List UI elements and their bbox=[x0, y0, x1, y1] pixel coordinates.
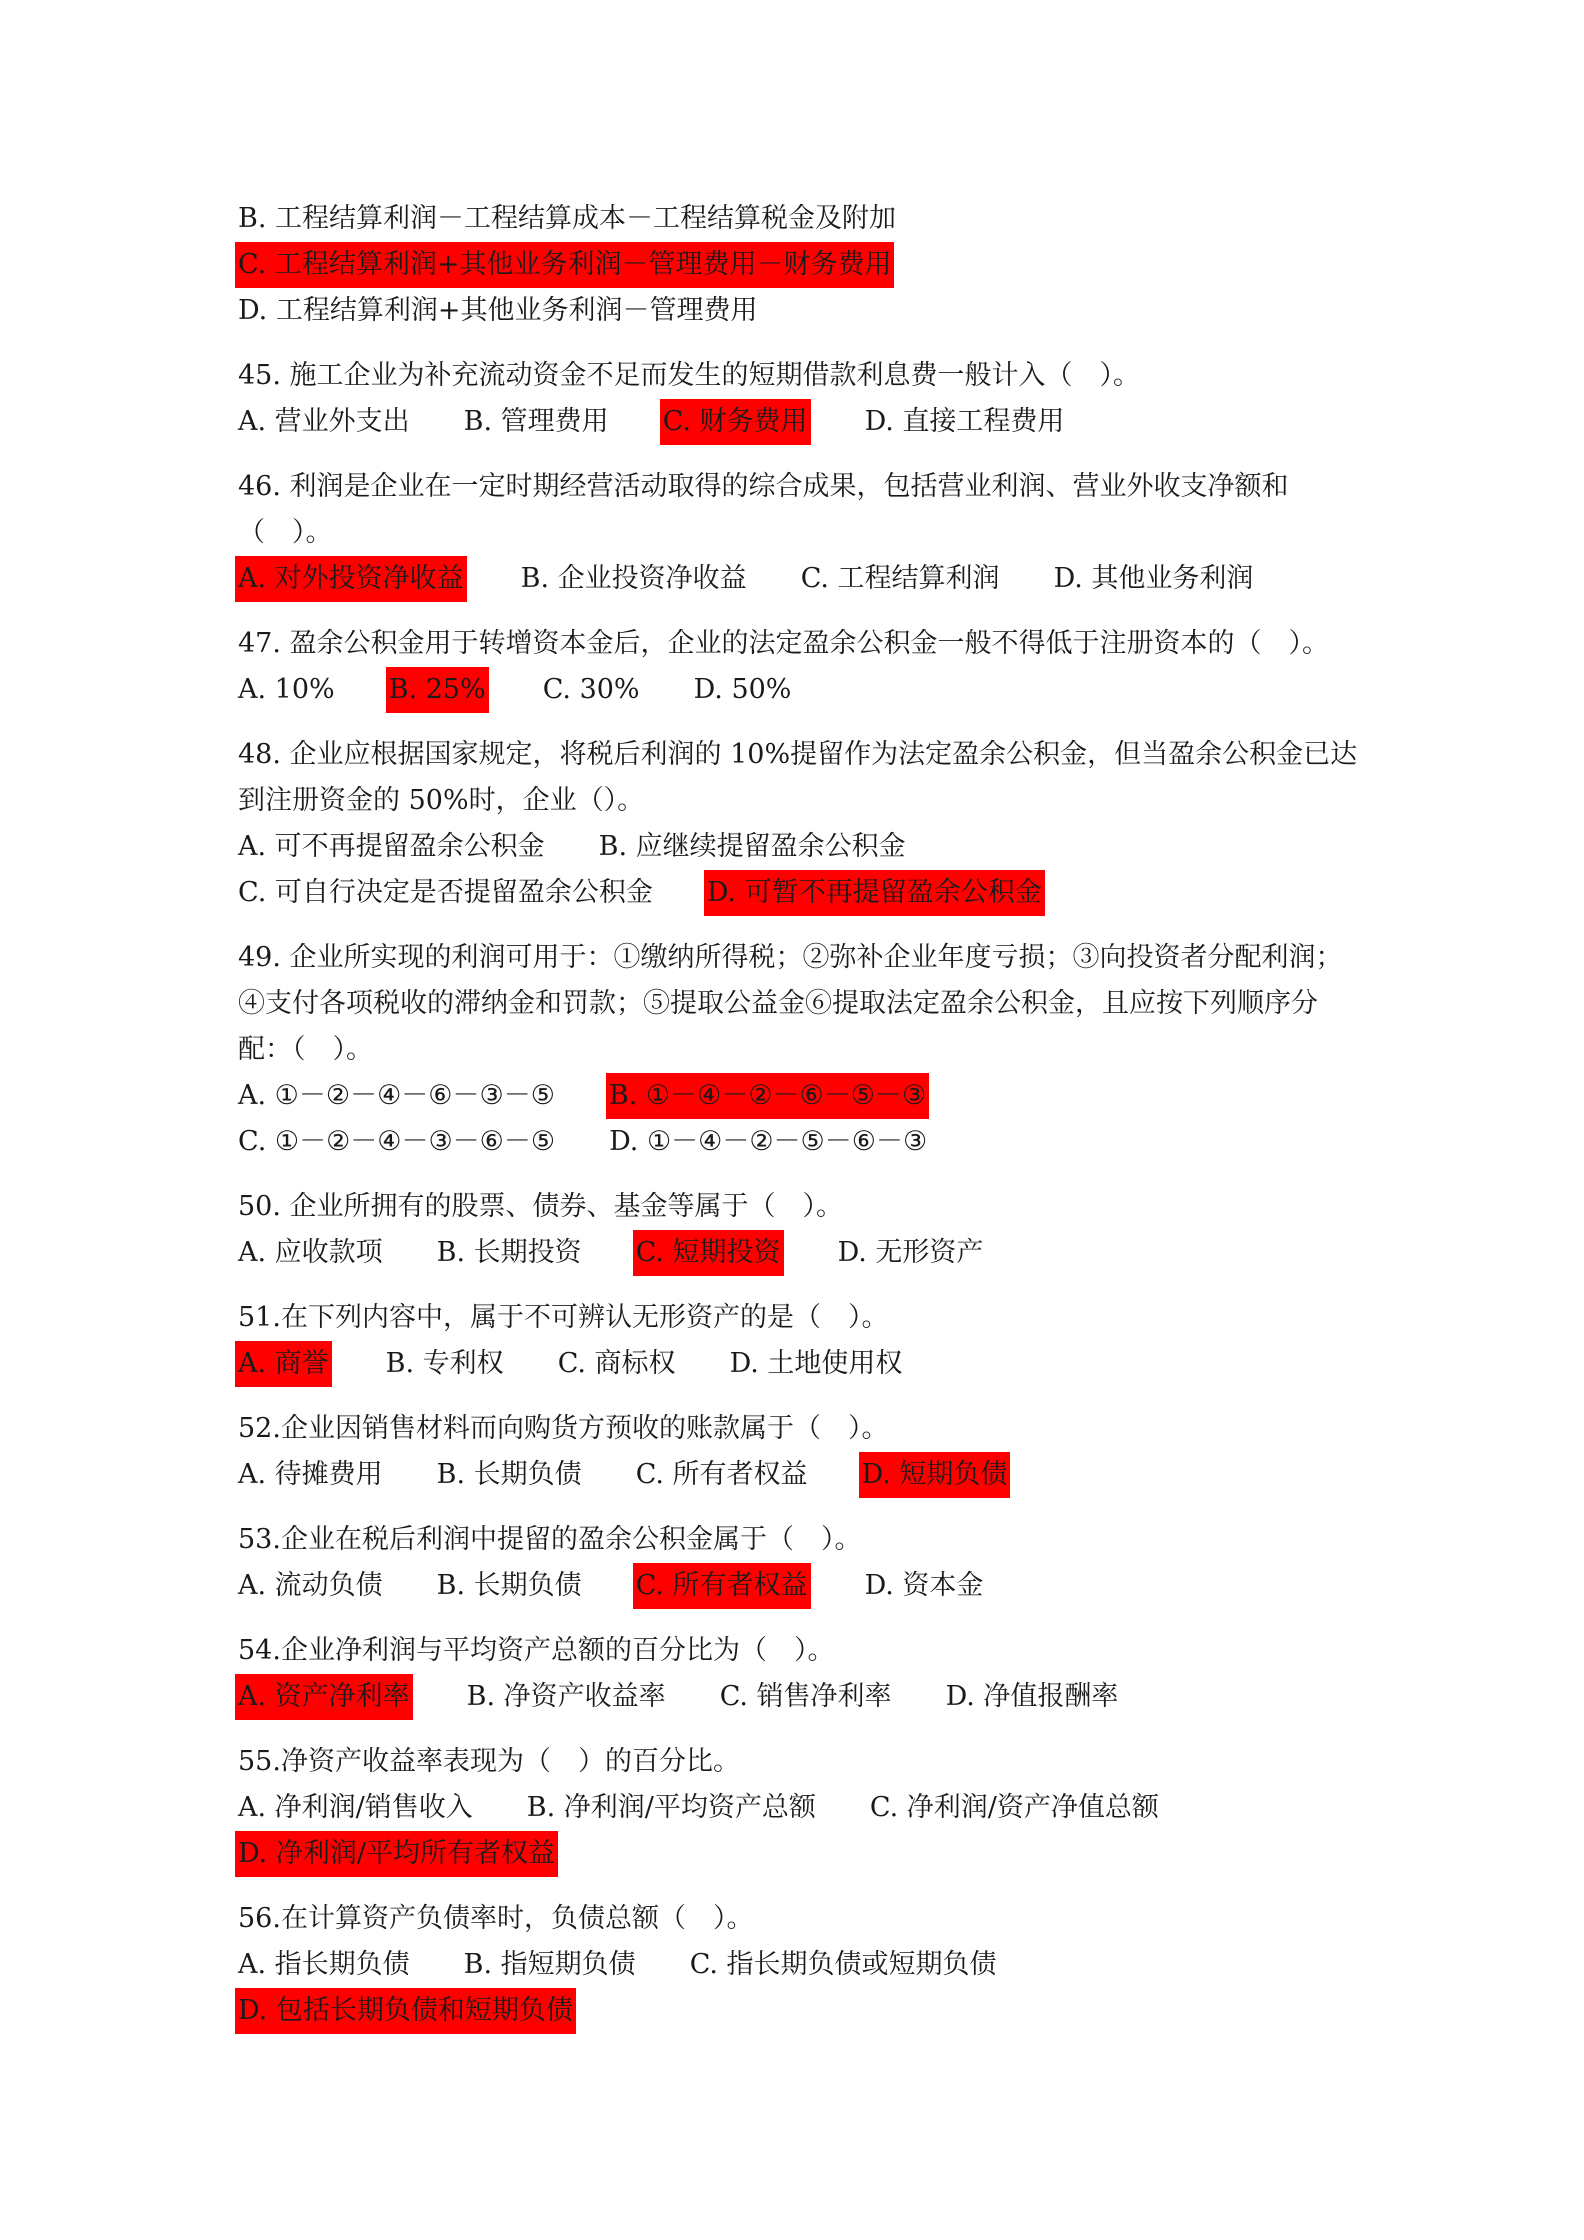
option-row bbox=[238, 870, 1368, 916]
answer-option-highlighted: B. 25% bbox=[386, 667, 489, 713]
question-block bbox=[238, 621, 1368, 713]
answer-option: B. 专利权 bbox=[385, 1348, 504, 1379]
option-row bbox=[238, 242, 1368, 288]
answer-option: B. 长期投资 bbox=[436, 1237, 582, 1268]
answer-option: A. 指长期负债 bbox=[238, 1949, 410, 1980]
answer-option-highlighted: D. 短期负债 bbox=[859, 1452, 1011, 1498]
question-stem: 53.企业在税后利润中提留的盈余公积金属于（ ）。 bbox=[238, 1524, 862, 1555]
answer-option: D. 土地使用权 bbox=[729, 1348, 903, 1379]
answer-option: B. 工程结算利润－工程结算成本－工程结算税金及附加 bbox=[238, 203, 897, 234]
answer-option: C. 所有者权益 bbox=[635, 1459, 808, 1490]
answer-option: B. 指短期负债 bbox=[463, 1949, 636, 1980]
answer-option: B. 企业投资净收益 bbox=[520, 563, 747, 594]
answer-option: D. 直接工程费用 bbox=[864, 406, 1065, 437]
question-stem: 48. 企业应根据国家规定，将税后利润的 10%提留作为法定盈余公积金，但当盈余公积金已达到注册资金的 50%时，企业（）。 bbox=[238, 739, 1358, 816]
option-row bbox=[238, 196, 1368, 242]
option-row bbox=[238, 1988, 1368, 2034]
question-stem: 45. 施工企业为补充流动资金不足而发生的短期借款利息费一般计入（ ）。 bbox=[238, 360, 1141, 391]
answer-option: D. 资本金 bbox=[864, 1570, 984, 1601]
question-stem: 56.在计算资产负债率时，负债总额（ ）。 bbox=[238, 1903, 754, 1934]
option-row bbox=[238, 1452, 1368, 1498]
answer-option: B. 应继续提留盈余公积金 bbox=[598, 831, 906, 862]
question-stem: 54.企业净利润与平均资产总额的百分比为（ ）。 bbox=[238, 1635, 835, 1666]
answer-option: A. ①－②－④－⑥－③－⑤ bbox=[238, 1080, 555, 1111]
answer-option: B. 长期负债 bbox=[436, 1459, 582, 1490]
option-row bbox=[238, 288, 1368, 334]
question-stem: 51.在下列内容中，属于不可辨认无形资产的是（ ）。 bbox=[238, 1302, 889, 1333]
option-row bbox=[238, 1073, 1368, 1119]
answer-option-highlighted: D. 包括长期负债和短期负债 bbox=[235, 1988, 576, 2034]
answer-option: C. 商标权 bbox=[557, 1348, 676, 1379]
answer-option: C. ①－②－④－③－⑥－⑤ bbox=[238, 1126, 556, 1157]
question-block bbox=[238, 196, 1368, 334]
answer-option: C. 可自行决定是否提留盈余公积金 bbox=[238, 877, 653, 908]
option-row bbox=[238, 1230, 1368, 1276]
option-row bbox=[238, 1942, 1368, 1988]
question-stem: 46. 利润是企业在一定时期经营活动取得的综合成果，包括营业利润、营业外收支净额和（ ）。 bbox=[238, 471, 1289, 548]
option-row bbox=[238, 1341, 1368, 1387]
option-row bbox=[238, 667, 1368, 713]
answer-option: A. 10% bbox=[238, 674, 335, 705]
option-row bbox=[238, 1563, 1368, 1609]
answer-option-highlighted: C. 短期投资 bbox=[633, 1230, 784, 1276]
question-block bbox=[238, 1517, 1368, 1609]
question-block bbox=[238, 353, 1368, 445]
document-page bbox=[238, 196, 1368, 2053]
answer-option: A. 净利润/销售收入 bbox=[238, 1792, 473, 1823]
question-stem: 47. 盈余公积金用于转增资本金后，企业的法定盈余公积金一般不得低于注册资本的（ ）。 bbox=[238, 628, 1330, 659]
question-block bbox=[238, 1184, 1368, 1276]
question-stem: 55.净资产收益率表现为（ ）的百分比。 bbox=[238, 1746, 740, 1777]
answer-option: B. 净资产收益率 bbox=[466, 1681, 666, 1712]
answer-option: C. 指长期负债或短期负债 bbox=[689, 1949, 997, 1980]
answer-option: C. 净利润/资产净值总额 bbox=[869, 1792, 1159, 1823]
question-block bbox=[238, 1896, 1368, 2034]
answer-option-highlighted: A. 对外投资净收益 bbox=[235, 556, 467, 602]
option-row bbox=[238, 1119, 1368, 1165]
answer-option: A. 待摊费用 bbox=[238, 1459, 383, 1490]
answer-option-highlighted: B. ①－④－②－⑥－⑤－③ bbox=[606, 1073, 929, 1119]
answer-option-highlighted: C. 所有者权益 bbox=[633, 1563, 811, 1609]
answer-option: A. 流动负债 bbox=[238, 1570, 383, 1601]
question-stem: 50. 企业所拥有的股票、债券、基金等属于（ ）。 bbox=[238, 1191, 844, 1222]
answer-option: D. ①－④－②－⑤－⑥－③ bbox=[609, 1126, 928, 1157]
answer-option-highlighted: C. 工程结算利润+其他业务利润－管理费用－财务费用 bbox=[235, 242, 894, 288]
question-block bbox=[238, 464, 1368, 602]
answer-option: A. 可不再提留盈余公积金 bbox=[238, 831, 545, 862]
option-row bbox=[238, 1785, 1368, 1831]
answer-option: D. 净值报酬率 bbox=[945, 1681, 1119, 1712]
option-row bbox=[238, 556, 1368, 602]
answer-option: D. 工程结算利润+其他业务利润－管理费用 bbox=[238, 295, 758, 326]
answer-option-highlighted: A. 资产净利率 bbox=[235, 1674, 413, 1720]
answer-option: A. 应收款项 bbox=[238, 1237, 383, 1268]
answer-option: D. 其他业务利润 bbox=[1053, 563, 1254, 594]
answer-option: D. 无形资产 bbox=[837, 1237, 984, 1268]
question-block bbox=[238, 935, 1368, 1165]
answer-option: C. 销售净利率 bbox=[719, 1681, 892, 1712]
option-row bbox=[238, 1674, 1368, 1720]
answer-option: A. 营业外支出 bbox=[238, 406, 410, 437]
question-block bbox=[238, 1406, 1368, 1498]
answer-option: B. 长期负债 bbox=[436, 1570, 582, 1601]
option-row bbox=[238, 1831, 1368, 1877]
question-stem: 52.企业因销售材料而向购货方预收的账款属于（ ）。 bbox=[238, 1413, 889, 1444]
answer-option: C. 工程结算利润 bbox=[800, 563, 1000, 594]
answer-option: D. 50% bbox=[693, 674, 792, 705]
option-row bbox=[238, 824, 1368, 870]
answer-option: B. 净利润/平均资产总额 bbox=[526, 1792, 816, 1823]
answer-option: B. 管理费用 bbox=[463, 406, 609, 437]
option-row bbox=[238, 399, 1368, 445]
question-stem: 49. 企业所实现的利润可用于：①缴纳所得税；②弥补企业年度亏损；③向投资者分配利润；④支付各项税收的滞纳金和罚款；⑤提取公益金⑥提取法定盈余公积金，且应按下列顺序分配：（ ）。 bbox=[238, 942, 1343, 1065]
answer-option-highlighted: D. 可暂不再提留盈余公积金 bbox=[704, 870, 1045, 916]
answer-option-highlighted: D. 净利润/平均所有者权益 bbox=[235, 1831, 558, 1877]
answer-option-highlighted: A. 商誉 bbox=[235, 1341, 332, 1387]
answer-option: C. 30% bbox=[542, 674, 640, 705]
question-block bbox=[238, 1628, 1368, 1720]
question-block bbox=[238, 732, 1368, 916]
answer-option-highlighted: C. 财务费用 bbox=[660, 399, 811, 445]
question-block bbox=[238, 1295, 1368, 1387]
question-block bbox=[238, 1739, 1368, 1877]
